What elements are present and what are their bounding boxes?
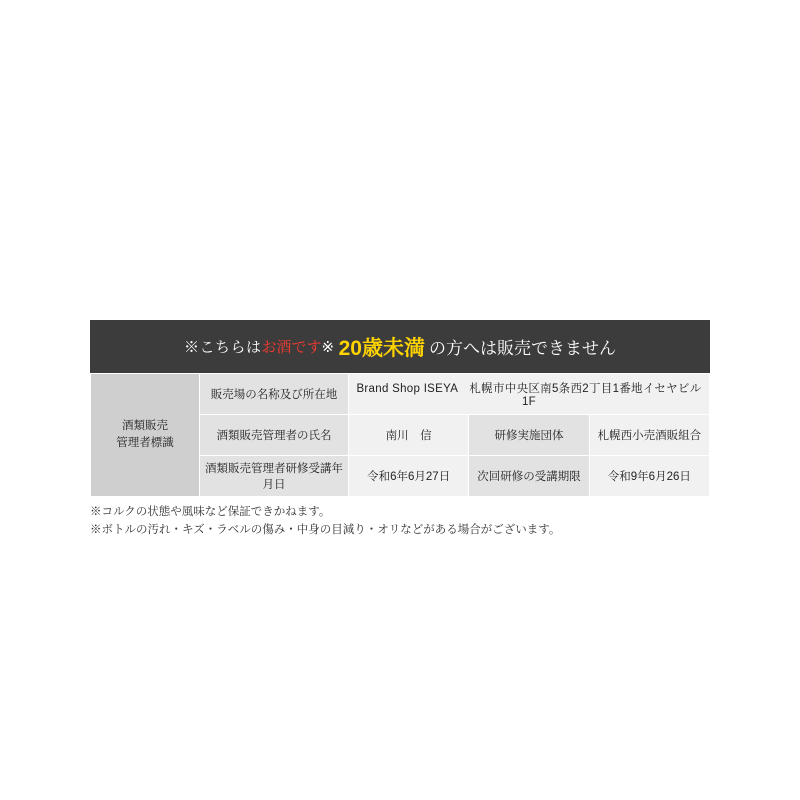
table-row-header-label	[91, 374, 200, 497]
cell-value-training-org: 札幌西小売酒販組合	[589, 415, 709, 456]
alcohol-notice-block	[90, 320, 710, 540]
cell-value-manager-name: 南川 信	[349, 415, 469, 456]
liquor-sales-manager-table	[90, 373, 710, 497]
banner-tail-text: の方へは販売できません	[428, 339, 616, 358]
cell-label-next-deadline: 次回研修の受講期限	[469, 456, 589, 497]
footnote-cork-condition: ※コルクの状態や風味など保証できかねます。	[90, 506, 331, 518]
banner-mark-text: ※	[321, 338, 335, 356]
row-header-line-1: 酒類販売	[122, 420, 168, 433]
cell-label-training-org: 研修実施団体	[469, 415, 589, 456]
age-restriction-banner	[90, 320, 710, 373]
table-row	[91, 374, 710, 415]
cell-label-training-date: 酒類販売管理者研修受講年月日	[200, 456, 349, 497]
footnote-bottle-condition: ※ボトルの汚れ・キズ・ラベルの傷み・中身の目減り・オリなどがある場合がございます。	[90, 523, 561, 536]
banner-alcohol-text: お酒です	[261, 339, 322, 356]
row-header-line-2: 管理者標識	[116, 437, 174, 449]
banner-prefix-text: ※こちらは	[184, 339, 262, 356]
banner-age-text: 20歳未満	[338, 336, 425, 360]
cell-label-shop-name: 販売場の名称及び所在地	[200, 374, 349, 415]
cell-value-next-deadline: 令和9年6月26日	[589, 456, 709, 497]
cell-value-shop-name: Brand Shop ISEYA 札幌市中央区南5条西2丁目1番地イセヤビル1F	[349, 374, 710, 415]
cell-label-manager-name: 酒類販売管理者の氏名	[200, 415, 349, 456]
footnotes	[90, 504, 710, 540]
cell-value-training-date: 令和6年6月27日	[349, 456, 469, 497]
